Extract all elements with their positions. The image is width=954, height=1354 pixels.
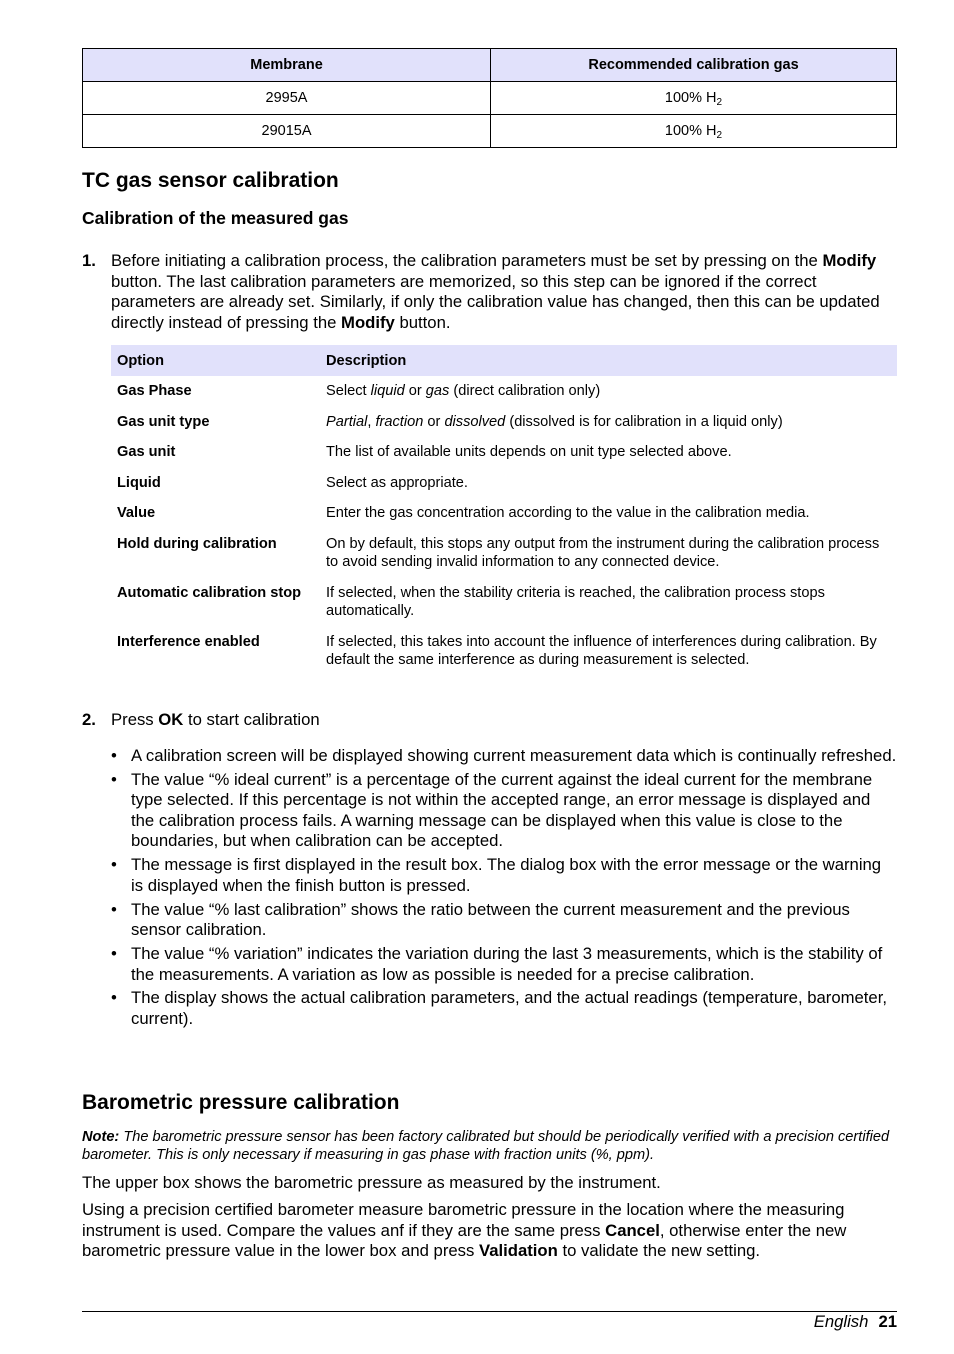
- table-row: [111, 468, 897, 499]
- list-item: [111, 900, 897, 941]
- table-row: [111, 627, 897, 676]
- option-description: If selected, this takes into account the influence of interferences during calibration. By default the same interference as during measurement is selected.: [326, 633, 877, 668]
- options-table: [111, 345, 897, 676]
- membrane-cell: 29015A: [83, 115, 491, 148]
- table-header-row: [111, 345, 897, 376]
- step-2: [82, 710, 897, 731]
- gas-cell: 100% $H_2$: [491, 115, 897, 148]
- header-description: Description: [320, 345, 897, 376]
- option-description: Select liquid or gas (direct calibration only): [326, 383, 601, 399]
- list-item: [111, 855, 897, 896]
- table-row: [111, 437, 897, 468]
- table-row: [111, 376, 897, 407]
- option-name: Gas Phase: [117, 383, 192, 399]
- list-item: [111, 988, 897, 1029]
- bullet-icon: •: [111, 746, 117, 765]
- bullet-icon: •: [111, 944, 117, 964]
- option-name: Hold during calibration: [117, 535, 277, 552]
- step-1: [82, 251, 897, 333]
- step-text: Before initiating a calibration process, the calibration parameters must be set by pressing on the Modify button. The last calibration parameters are memorized, so this step can be ignored if the correct parameters are already set. Similarly, if only the calibration value has changed, then this can be updated directly instead of pressing the Modify button.: [111, 251, 880, 332]
- option-description: Partial, fraction or dissolved (dissolved is for calibration in a liquid only): [326, 413, 783, 430]
- paragraph-barometer-procedure: Using a precision certified barometer measure barometric pressure in the location where the measuring instrument is used. Compare the values anf if they are the same press Cancel, otherwise enter the new barometric pressure value in the lower box and press Validation to validate the new setting.: [82, 1200, 847, 1260]
- option-description: Select as appropriate.: [326, 474, 468, 491]
- list-item: [111, 770, 897, 852]
- option-description: Enter the gas concentration according to the value in the calibration media.: [326, 505, 810, 521]
- list-item-text: The value “% ideal current” is a percentage of the current against the ideal current for the membrane type selected. If this percentage is not within the accepted range, an error message is displayed and the calibration process fails. A warning message can be displayed when this value is close to the boundaries, but when calibration can be accepted.: [131, 769, 873, 851]
- list-item-text: The message is first displayed in the result box. The dialog box with the error message or the warning is displayed when the finish button is pressed.: [131, 855, 882, 895]
- option-description: If selected, when the stability criteria is reached, the calibration process stops automatically.: [326, 584, 825, 619]
- option-description: The list of available units depends on unit type selected above.: [326, 444, 732, 460]
- step-number: 2.: [82, 710, 96, 729]
- list-item-text: The display shows the actual calibration parameters, and the actual readings (temperature, barometer, current).: [131, 988, 887, 1028]
- bullet-icon: •: [111, 899, 117, 919]
- header-option: Option: [111, 345, 320, 376]
- page-number: 21: [878, 1312, 897, 1331]
- option-name: Automatic calibration stop: [117, 584, 302, 601]
- table-row: [111, 529, 897, 578]
- footer-language: English: [813, 1312, 869, 1331]
- bullet-list: [111, 746, 897, 1033]
- option-name: Gas unit: [117, 444, 176, 460]
- option-name: Liquid: [117, 474, 161, 491]
- header-membrane: Membrane: [83, 49, 491, 82]
- page-footer: [814, 1312, 897, 1332]
- gas-cell: 100% $H_2$: [491, 82, 897, 115]
- bullet-icon: •: [111, 988, 117, 1008]
- subsection-title-measured-gas: Calibration of the measured gas: [82, 208, 349, 228]
- note: Note: The barometric pressure sensor has been factory calibrated but should be periodically verified with a precision certified barometer. This is only necessary if measuring in gas phase with fraction units (%, ppm).: [82, 1129, 890, 1163]
- bullet-icon: •: [111, 769, 117, 789]
- table-row: [111, 407, 897, 438]
- option-name: Gas unit type: [117, 413, 210, 430]
- list-item-text: The value “% last calibration” shows the ratio between the current measurement and the previous sensor calibration.: [131, 899, 850, 940]
- section-title-tc-gas: TC gas sensor calibration: [82, 169, 339, 192]
- table-row: [83, 82, 897, 115]
- option-name: Interference enabled: [117, 633, 260, 650]
- step-number: 1.: [82, 251, 96, 270]
- section-title-barometric: Barometric pressure calibration: [82, 1091, 400, 1114]
- table-row: [111, 498, 897, 529]
- list-item: [111, 746, 897, 767]
- table-row: [83, 115, 897, 148]
- bullet-icon: •: [111, 855, 117, 875]
- table-header-row: [83, 49, 897, 82]
- membrane-cell: 2995A: [83, 82, 491, 115]
- list-item-text: A calibration screen will be displayed showing current measurement data which is continually refreshed.: [131, 746, 897, 765]
- option-name: Value: [117, 505, 156, 521]
- paragraph-upper-box: The upper box shows the barometric pressure as measured by the instrument.: [82, 1173, 661, 1192]
- option-description: On by default, this stops any output from the instrument during the calibration process to avoid sending invalid information to any connected device.: [326, 535, 880, 570]
- membrane-table: [82, 48, 897, 148]
- footer-divider: [82, 1311, 897, 1312]
- list-item: [111, 944, 897, 985]
- header-recommended-gas: Recommended calibration gas: [491, 49, 897, 82]
- list-item-text: The value “% variation” indicates the variation during the last 3 measurements, which is the stability of the measurements. A variation as low as possible is needed for a precise calibration.: [131, 944, 883, 984]
- table-row: [111, 578, 897, 627]
- step-text: Press OK to start calibration: [111, 710, 320, 729]
